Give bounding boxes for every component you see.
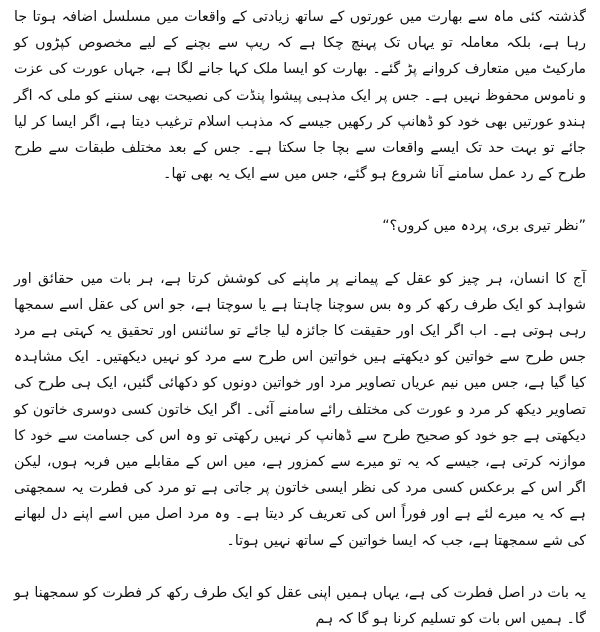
article-paragraph-science: آج کا انسان، ہر چیز کو عقل کے پیمانے پر ماپنے کی کوشش کرتا ہے، ہر بات میں حقائق اور شواہد کو ایک طرف رکھ کر وہ بس سوچنا چاہتا ہے یا سوچتا ہے، جو اس کی عقل اسے سمجھا رہی ہوتی ہے۔ اب اگر ایک اور حقیقت کا جائزہ لیا جائے تو سائنس اور تحقیق یہ کہتی ہے مرد جس طرح سے خواتین کو دیکھتے ہیں خواتین اس طرح سے مرد کو نہیں دیکھتیں۔ ایک مشاہدہ کیا گیا ہے، جس میں نیم عریاں تصاویر مرد اور خواتین دونوں کو دکھائی گئیں، ایک ہی طرح کی تصاویر دیکھ کر مرد و عورت کی مختلف رائے سامنے آئی۔ اگر ایک خاتون کسی دوسری خاتون کو دیکھتی ہے جو خود کو صحیح طرح سے ڈھانپ کر نہیں رکھتی تو وہ اس کی جسامت سے خود کا موازنہ کرتی ہے، جیسے کہ یہ تو میرے سے کمزور ہے، میں اس کے مقابلے میں فربہ ہوں، لیکن اگر اس کے برعکس کسی مرد کی نظر ایسی خاتون پر جاتی ہے تو مرد کی فطرت یہ سمجھتی ہے کہ یہ میرے لئے ہے اور فوراً اس کی تعریف کر دیتا ہے۔ وہ مرد اصل میں اسے اپنے دل لبھانے کی شے سمجھتا ہے، جب کہ ایسا خواتین کے ساتھ نہیں ہوتا۔ (14, 270, 586, 549)
article-quote: ”نظر تیری بری، پردہ میں کروں؟“ (382, 218, 586, 235)
article-paragraph-intro: گذشتہ کئی ماہ سے بھارت میں عورتوں کے ساتھ زیادتی کے واقعات میں مسلسل اضافہ ہوتا جا رہا ہے، بلکہ معاملہ تو یہاں تک پہنچ چکا ہے کہ ریپ سے بچنے کے لیے مخصوص کپڑوں کو مارکیٹ میں متعارف کروانے پڑ گئے۔ بھارت کو ایسا ملک کہا جانے لگا ہے، جہاں عورت کی عزت و ناموس محفوظ نہیں ہے۔ جس پر ایک مذہبی پیشوا پنڈت کی نصیحت بھی سننے کو ملی کہ اگر ہندو عورتیں بھی خود کو ڈھانپ کر رکھیں جیسے کہ مذہب اسلام ترغیب دیتا ہے، اگر ایسا کر لیا جائے تو بہت حد تک ایسے واقعات سے بچا جا سکتا ہے۔ جس کے بعد مختلف طبقات سے طرح طرح کے رد عمل سامنے آنا شروع ہو گئے، جس میں سے ایک یہ بھی تھا۔ (14, 9, 586, 183)
article-paragraph-nature: یہ بات در اصل فطرت کی ہے، یہاں ہمیں اپنی عقل کو ایک طرف رکھ کر فطرت کو سمجھنا ہو گا۔ ہمیں اس بات کو تسلیم کرنا ہو گا کہ ہم (14, 584, 586, 628)
